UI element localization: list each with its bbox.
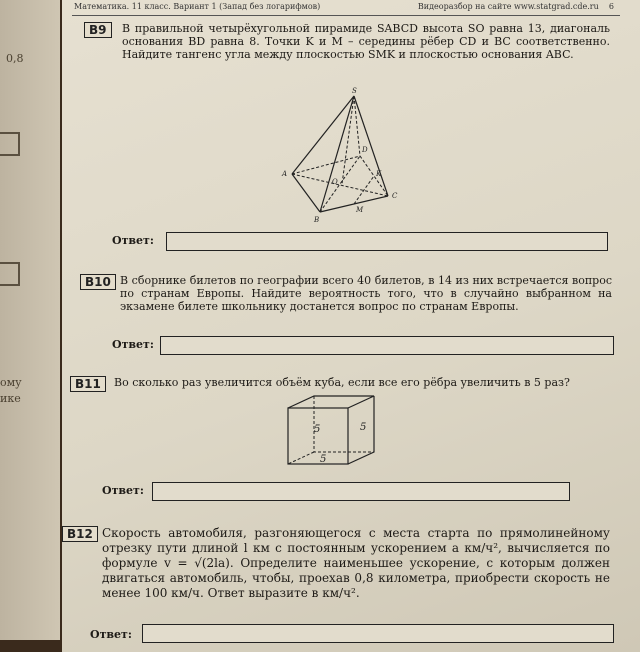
vertex-label-d: D bbox=[362, 146, 368, 154]
vertex-label-b: B bbox=[314, 216, 320, 224]
page-number: 6 bbox=[608, 2, 614, 11]
pyramid-figure bbox=[272, 88, 412, 228]
answer-box-b12[interactable] bbox=[142, 624, 614, 643]
prev-page-fragment: ике bbox=[0, 392, 21, 405]
cube-figure bbox=[280, 394, 390, 474]
answer-label: Ответ: bbox=[112, 338, 154, 351]
vertex-label-s: S bbox=[352, 87, 357, 95]
vertex-label-k: K bbox=[376, 170, 382, 178]
problem-number: B11 bbox=[70, 376, 106, 392]
answer-box-b10[interactable] bbox=[160, 336, 614, 355]
answer-box-b9[interactable] bbox=[166, 232, 608, 251]
edge-label: 5 bbox=[360, 422, 367, 433]
answer-label: Ответ: bbox=[102, 484, 144, 497]
edge-label: 5 bbox=[314, 424, 321, 435]
page-header bbox=[74, 2, 614, 11]
vertex-label-m: M bbox=[356, 206, 364, 214]
problem-text: В правильной четырёхугольной пирамиде SABCD высота SO равна 13, диагональ основания BD равна 8. Точки K и M – середины рёбер CD и BC соответственно. Найдите тангенс угла между плоскостью SMK и плоскостью основания ABC. bbox=[122, 22, 610, 61]
worksheet-page bbox=[62, 0, 640, 652]
problem-number: B12 bbox=[62, 526, 98, 542]
previous-page-edge bbox=[0, 0, 60, 640]
vertex-label-o: O bbox=[332, 178, 338, 186]
vertex-label-c: C bbox=[392, 192, 398, 200]
answer-label: Ответ: bbox=[112, 234, 154, 247]
vertex-label-a: A bbox=[282, 170, 288, 178]
prev-page-fragment: 0,8 bbox=[6, 52, 24, 65]
header-divider bbox=[72, 15, 620, 16]
header-title: Математика. 11 класс. Вариант 1 (Запад без логарифмов) bbox=[74, 2, 321, 11]
edge-label: 5 bbox=[320, 454, 327, 465]
problem-number: B10 bbox=[80, 274, 116, 290]
problem-text: Во сколько раз увеличится объём куба, если все его рёбра увеличить в 5 раз? bbox=[114, 376, 570, 389]
prev-page-answer-box bbox=[0, 132, 20, 156]
header-site: Видеоразбор на сайте www.statgrad.cde.ru 6 bbox=[417, 2, 614, 11]
answer-label: Ответ: bbox=[90, 628, 132, 641]
problem-text: Скорость автомобиля, разгоняющегося с места старта по прямолинейному отрезку пути длиной l км с постоянным ускорением a км/ч², вычисляется по формуле v = √(2la). Определите наименьшее ускорение, с которым должен двигаться автомобиль, чтобы, проехав 0,8 километра, приобрести скорость не менее 100 км/ч. Ответ выразите в км/ч². bbox=[102, 526, 610, 600]
problem-number: B9 bbox=[84, 22, 112, 38]
prev-page-fragment: ому bbox=[0, 376, 22, 389]
answer-box-b11[interactable] bbox=[152, 482, 570, 501]
prev-page-answer-box bbox=[0, 262, 20, 286]
problem-text: В сборнике билетов по географии всего 40 билетов, в 14 из них встречается вопрос по странам Европы. Найдите вероятность того, что в случайно выбранном на экзамене билете школьнику достанется вопрос по странам Европы. bbox=[120, 274, 612, 313]
